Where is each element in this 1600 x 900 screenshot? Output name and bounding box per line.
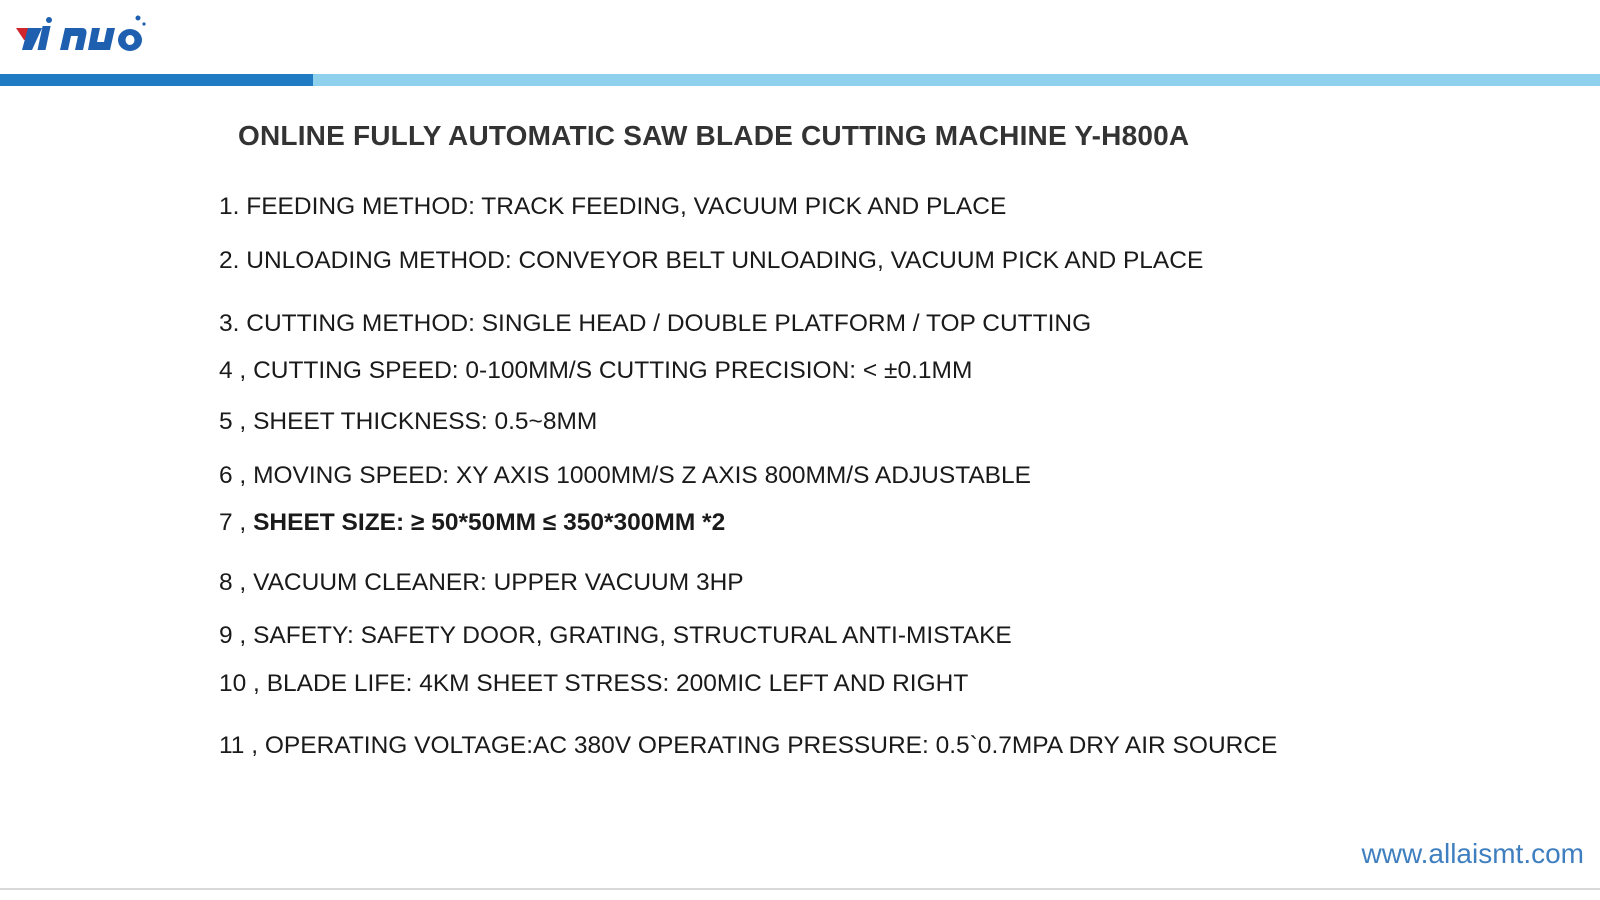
spec-text: VACUUM CLEANER: UPPER VACUUM 3HP: [253, 569, 744, 596]
spec-text: SHEET SIZE: ≥ 50*50MM ≤ 350*300MM *2: [253, 509, 726, 536]
spec-text: FEEDING METHOD: TRACK FEEDING, VACUUM PICK AND PLACE: [246, 193, 1007, 220]
page-title: ONLINE FULLY AUTOMATIC SAW BLADE CUTTING MACHINE Y-H800A: [238, 120, 1190, 151]
spec-number: 4 ,: [219, 357, 247, 384]
spec-item: [219, 732, 1277, 760]
spec-number: 2.: [219, 247, 240, 274]
spec-item: [219, 569, 744, 597]
spec-item: [219, 509, 725, 537]
spec-item: [219, 247, 1203, 275]
spec-number: 6 ,: [219, 462, 247, 489]
spec-number: 3.: [219, 310, 240, 337]
website-link[interactable]: www.allaismt.com: [1361, 838, 1584, 869]
spec-number: 11 ,: [219, 732, 259, 759]
spec-item: [219, 670, 968, 698]
spec-item: [219, 310, 1091, 338]
spec-item: [219, 193, 1006, 221]
spec-number: 8 ,: [219, 569, 247, 596]
spec-text: SAFETY: SAFETY DOOR, GRATING, STRUCTURAL ANTI-MISTAKE: [253, 622, 1012, 649]
spec-text: SHEET THICKNESS: 0.5~8MM: [253, 408, 598, 435]
header-divider-accent: [0, 74, 313, 86]
spec-number: 9 ,: [219, 622, 247, 649]
spec-text: BLADE LIFE: 4KM SHEET STRESS: 200MIC LEFT AND RIGHT: [266, 670, 969, 697]
spec-item: [219, 357, 972, 385]
spec-number: 5 ,: [219, 408, 247, 435]
spec-number: 1.: [219, 193, 240, 220]
spec-number: 7 ,: [219, 509, 247, 536]
header-divider-bar: [0, 74, 1600, 86]
spec-text: CUTTING METHOD: SINGLE HEAD / DOUBLE PLATFORM / TOP CUTTING: [246, 310, 1092, 337]
footer-divider: [0, 888, 1600, 890]
spec-text: OPERATING VOLTAGE:AC 380V OPERATING PRESSURE: 0.5`0.7MPA DRY AIR SOURCE: [264, 732, 1278, 759]
spec-text: UNLOADING METHOD: CONVEYOR BELT UNLOADING, VACUUM PICK AND PLACE: [246, 247, 1204, 274]
spec-item: [219, 622, 1012, 650]
spec-number: 10 ,: [219, 670, 260, 697]
spec-text: MOVING SPEED: XY AXIS 1000MM/S Z AXIS 800MM/S ADJUSTABLE: [253, 462, 1031, 489]
spec-text: CUTTING SPEED: 0-100MM/S CUTTING PRECISION: < ±0.1MM: [253, 357, 973, 384]
spec-item: [219, 408, 597, 436]
spec-item: [219, 462, 1031, 490]
yinuo-logo: [16, 10, 148, 56]
